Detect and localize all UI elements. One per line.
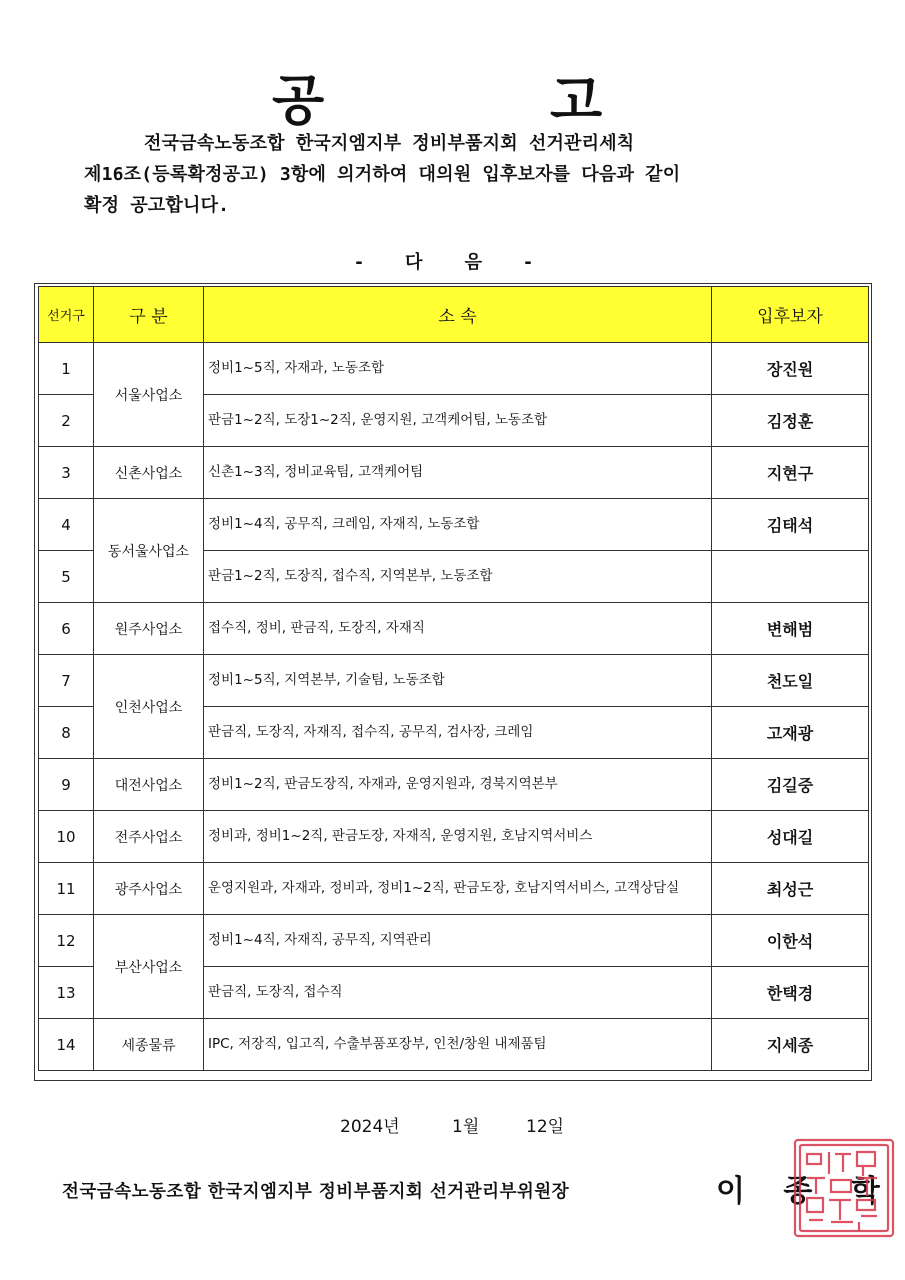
affiliation-cell: 판금1~2직, 도장직, 접수직, 지역본부, 노동조합	[204, 551, 712, 603]
division-name: 광주사업소	[94, 863, 204, 915]
district-number: 4	[39, 499, 94, 551]
table-row	[39, 499, 869, 551]
table-row	[39, 915, 869, 967]
table-row	[39, 343, 869, 395]
table-row	[39, 655, 869, 707]
district-number: 3	[39, 447, 94, 499]
district-number: 6	[39, 603, 94, 655]
district-number: 5	[39, 551, 94, 603]
candidate-name: 천도일	[712, 655, 869, 707]
affiliation-cell: 정비1~5직, 지역본부, 기술팀, 노동조합	[204, 655, 712, 707]
affiliation-cell: 신촌1~3직, 정비교육팀, 고객케어팀	[204, 447, 712, 499]
candidate-name: 고재광	[712, 707, 869, 759]
intro-line: 전국금속노동조합 한국지엠지부 정비부품지회 선거관리세칙	[144, 133, 635, 154]
candidate-name: 김길중	[712, 759, 869, 811]
footer-organization: 전국금속노동조합 한국지엠지부 정비부품지회 선거관리부위원장	[62, 1182, 570, 1202]
affiliation-cell: IPC, 저장직, 입고직, 수출부품포장부, 인천/창원 내제품팀	[204, 1019, 712, 1071]
table-row	[39, 863, 869, 915]
candidate-name	[712, 551, 869, 603]
division-name: 원주사업소	[94, 603, 204, 655]
affiliation-cell: 정비1~2직, 판금도장직, 자재과, 운영지원과, 경북지역본부	[204, 759, 712, 811]
official-seal-stamp	[791, 1136, 897, 1240]
affiliation-cell: 정비과, 정비1~2직, 판금도장, 자재직, 운영지원, 호남지역서비스	[204, 811, 712, 863]
table-header-row	[39, 287, 869, 343]
affiliation-cell: 정비1~4직, 공무직, 크레임, 자재직, 노동조합	[204, 499, 712, 551]
candidate-table	[38, 286, 869, 1071]
candidate-name: 성대길	[712, 811, 869, 863]
table-row	[39, 811, 869, 863]
intro-line: 확정 공고합니다.	[84, 195, 230, 216]
candidate-name: 김태석	[712, 499, 869, 551]
table-row	[39, 1019, 869, 1071]
date-year: 2024년	[340, 1117, 400, 1137]
district-number: 12	[39, 915, 94, 967]
notice-title	[0, 58, 905, 132]
division-name: 대전사업소	[94, 759, 204, 811]
division-name: 인천사업소	[94, 655, 204, 759]
header-division: 구 분	[94, 287, 204, 343]
district-number: 1	[39, 343, 94, 395]
candidate-name: 지현구	[712, 447, 869, 499]
table-row	[39, 447, 869, 499]
title-char-left: 공	[272, 69, 327, 132]
candidate-name: 최성근	[712, 863, 869, 915]
division-name: 서울사업소	[94, 343, 204, 447]
division-name: 세종물류	[94, 1019, 204, 1071]
table-body	[39, 343, 869, 1071]
district-number: 13	[39, 967, 94, 1019]
division-name: 전주사업소	[94, 811, 204, 863]
district-number: 10	[39, 811, 94, 863]
intro-paragraph	[84, 128, 844, 221]
division-name: 신촌사업소	[94, 447, 204, 499]
table-row	[39, 603, 869, 655]
candidate-name: 한택경	[712, 967, 869, 1019]
intro-line: 제16조(등록확정공고) 3항에 의거하여 대의원 입후보자를 다음과 같이	[84, 164, 681, 185]
candidate-table-frame	[34, 283, 872, 1081]
table-row	[39, 759, 869, 811]
affiliation-cell: 운영지원과, 자재과, 정비과, 정비1~2직, 판금도장, 호남지역서비스, 고객상담실	[204, 863, 712, 915]
affiliation-cell: 판금직, 도장직, 자재직, 접수직, 공무직, 검사장, 크레임	[204, 707, 712, 759]
district-number: 11	[39, 863, 94, 915]
candidate-name: 장진원	[712, 343, 869, 395]
candidate-name: 이한석	[712, 915, 869, 967]
title-char-right: 고	[550, 69, 605, 132]
date-month: 1월	[452, 1117, 480, 1137]
affiliation-cell: 판금1~2직, 도장1~2직, 운영지원, 고객케어팀, 노동조합	[204, 395, 712, 447]
header-affiliation: 소 속	[204, 287, 712, 343]
district-number: 2	[39, 395, 94, 447]
candidate-name: 김정훈	[712, 395, 869, 447]
affiliation-cell: 정비1~4직, 자재직, 공무직, 지역관리	[204, 915, 712, 967]
district-number: 9	[39, 759, 94, 811]
header-candidate: 입후보자	[712, 287, 869, 343]
candidate-name: 지세종	[712, 1019, 869, 1071]
affiliation-cell: 판금직, 도장직, 접수직	[204, 967, 712, 1019]
district-number: 7	[39, 655, 94, 707]
next-heading: - 다 음 -	[355, 252, 550, 273]
district-number: 8	[39, 707, 94, 759]
district-number: 14	[39, 1019, 94, 1071]
affiliation-cell: 접수직, 정비, 판금직, 도장직, 자재직	[204, 603, 712, 655]
header-district: 선거구	[39, 287, 94, 343]
signer-name: 이 종 학	[716, 1174, 894, 1209]
division-name: 부산사업소	[94, 915, 204, 1019]
affiliation-cell: 정비1~5직, 자재과, 노동조합	[204, 343, 712, 395]
date-day: 12일	[526, 1117, 565, 1137]
candidate-name: 변해범	[712, 603, 869, 655]
division-name: 동서울사업소	[94, 499, 204, 603]
